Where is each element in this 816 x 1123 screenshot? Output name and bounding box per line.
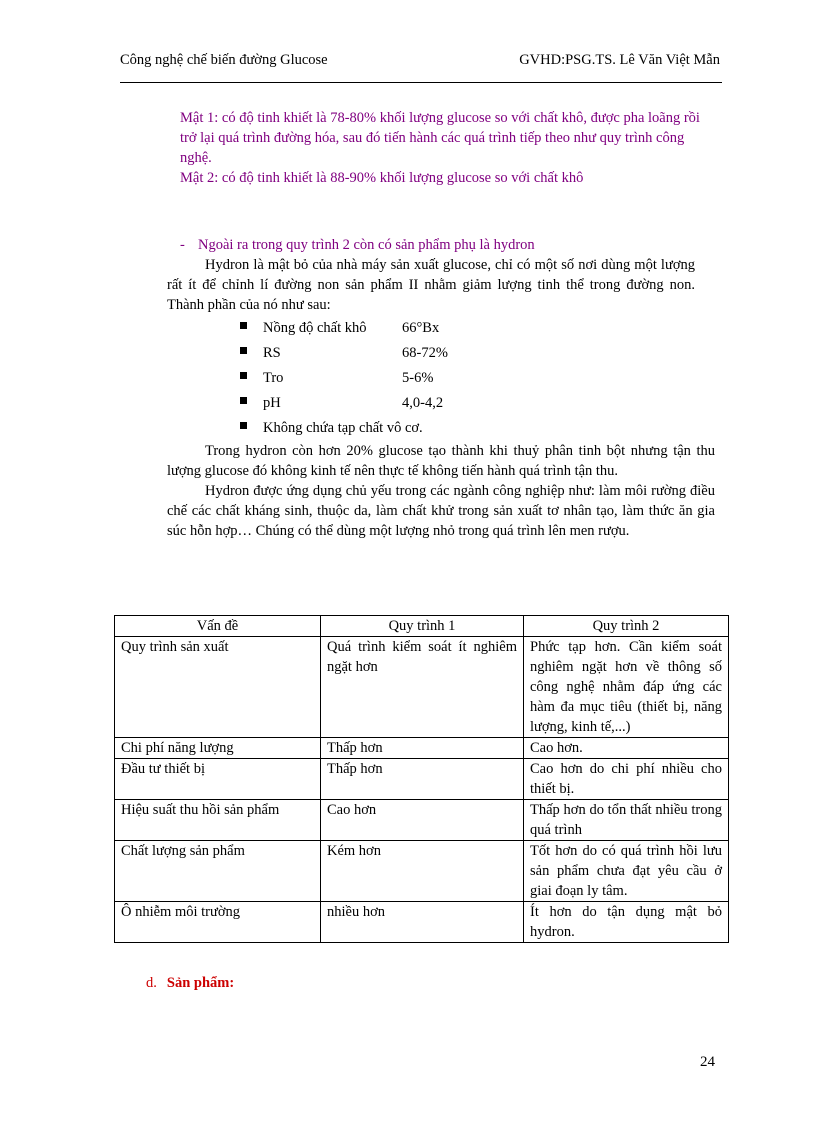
column-header: Quy trình 2 [524,616,729,637]
column-header: Quy trình 1 [321,616,524,637]
composition-value: 5-6% [402,370,434,386]
table-cell: Cao hơn [321,800,524,841]
section-heading [146,975,234,992]
subheading-text: Ngoài ra trong quy trình 2 còn có sản phẩm phụ là hydron [198,237,535,253]
table-cell: Kém hơn [321,841,524,902]
header-title: Công nghệ chế biến đường Glucose [120,52,328,68]
section-title: Sản phẩm: [166,975,235,991]
square-bullet-icon [240,372,247,379]
table-cell: Thấp hơn do tổn thất nhiều trong quá trình [524,800,729,841]
section-letter: d. [146,975,157,991]
composition-item [240,393,448,418]
table-row [115,759,729,800]
table-cell: Thấp hơn [321,759,524,800]
composition-list [240,318,448,443]
molasses-2-text: Mật 2: có độ tinh khiết là 88-90% khối lượng glucose so với chất khô [180,170,584,186]
table-cell: Cao hơn do chi phí nhiều cho thiết bị. [524,759,729,800]
table-row [115,902,729,943]
table-row [115,841,729,902]
molasses-1-text: Mật 1: có độ tinh khiết là 78-80% khối lượng glucose so với chất khô, được pha loãng rồi trở lại quá trình đường hóa, sau đó tiến hành các quá trình tiếp theo như quy trình công nghệ. [180,110,700,166]
applications-paragraph: Hydron được ứng dụng chủ yếu trong các ngành công nghiệp như: làm môi rường điều chế các chất kháng sinh, thuộc da, làm chất khử trong sản xuất tơ nhân tạo, làm thức ăn gia súc hỗn hợp… Chúng có thể dùng một lượng nhỏ trong quá trình lên men rượu. [167,483,715,539]
composition-label: pH [263,395,281,411]
composition-value: 4,0-4,2 [402,395,444,411]
table-row [115,738,729,759]
composition-item [240,343,448,368]
composition-label: Nồng độ chất khô [263,320,367,336]
table-cell: Chất lượng sản phẩm [115,841,321,902]
table-row [115,800,729,841]
composition-label: RS [263,345,281,361]
recovery-paragraph: Trong hydron còn hơn 20% glucose tạo thành khi thuỷ phân tinh bột nhưng tận thu lượng glucose đó không kinh tế nên thực tế không tiến hành quá trình tận thu. [167,443,715,479]
table-cell: Đầu tư thiết bị [115,759,321,800]
table-cell: Cao hơn. [524,738,729,759]
table-cell: Thấp hơn [321,738,524,759]
hydron-intro-paragraph: Hydron là mật bỏ của nhà máy sản xuất glucose, chỉ có một số nơi dùng một lượng rất ít để chỉnh lí đường non sản phẩm II nhằm giảm lượng tinh thể trong đường non. Thành phần của nó như sau: [167,257,695,313]
hydron-subheading [180,235,535,255]
composition-value: 66°Bx [402,320,440,336]
composition-label: Tro [263,370,284,386]
composition-item [240,418,448,443]
dash-bullet: - [180,237,185,253]
header-instructor: GVHD:PSG.TS. Lê Văn Việt Mẫn [519,52,720,68]
table-cell: Phức tạp hơn. Cần kiểm soát nghiêm ngặt hơn về thông số công nghệ nhằm đáp ứng các hàm đa mục tiêu (thiết bị, năng lượng, kinh tế,...) [524,637,729,738]
table-header-row [115,616,729,637]
page-number: 24 [700,1054,715,1070]
composition-item [240,318,448,343]
composition-value: 68-72% [402,345,448,361]
molasses-description [180,108,710,188]
hydron-usage-text [167,441,715,541]
process-comparison-table [114,615,729,943]
table-row [115,637,729,738]
table-cell: Hiệu suất thu hồi sản phẩm [115,800,321,841]
square-bullet-icon [240,422,247,429]
table-cell: Quy trình sản xuất [115,637,321,738]
composition-item [240,368,448,393]
table-cell: Tốt hơn do có quá trình hồi lưu sản phẩm chưa đạt yêu cầu ở giai đoạn ly tâm. [524,841,729,902]
table-cell: Ô nhiễm môi trường [115,902,321,943]
table-cell: nhiều hơn [321,902,524,943]
square-bullet-icon [240,322,247,329]
square-bullet-icon [240,397,247,404]
table-cell: Quá trình kiểm soát ít nghiêm ngặt hơn [321,637,524,738]
column-header: Vấn đề [115,616,321,637]
table-cell: Chi phí năng lượng [115,738,321,759]
square-bullet-icon [240,347,247,354]
table-cell: Ít hơn do tận dụng mật bỏ hydron. [524,902,729,943]
page-header [120,52,722,83]
composition-label: Không chứa tạp chất vô cơ. [263,420,423,436]
